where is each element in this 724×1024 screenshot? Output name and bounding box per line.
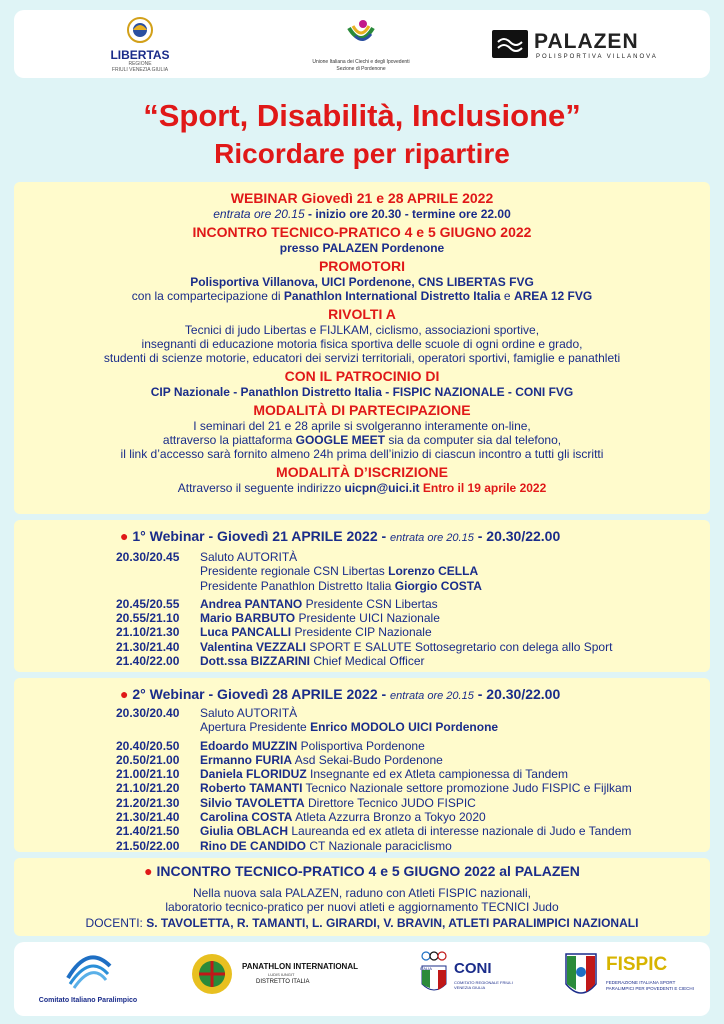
speaker-name: Andrea PANTANO: [200, 596, 303, 611]
modalita-line-3: il link d’accesso sarà fornito almeno 24h prima dell’inizio di ciascun incontro a tutti gli iscritti: [120, 447, 604, 461]
promotori-with: [14, 289, 710, 303]
schedule-row: [116, 720, 700, 734]
libertas-name: LIBERTAS: [110, 48, 170, 62]
incontro-heading: INCONTRO TECNICO-PRATICO 4 e 5 GIUGNO 2022: [192, 224, 532, 240]
schedule-row: [116, 839, 700, 853]
schedule-event: [200, 654, 700, 668]
rivolti-line-3: studenti di scienze motorie, educatori dei servizi territoriali, operatori sportivi, famiglie e panathleti: [103, 351, 621, 365]
incontro-line-1: Nella nuova sala PALAZEN, raduno con Atleti FISPIC nazionali,: [193, 886, 531, 900]
schedule-time: 20.45/20.55: [116, 596, 180, 611]
schedule-row: [116, 564, 700, 578]
webinar-times: [14, 207, 710, 221]
speaker-role: Presidente UICI Nazionale: [295, 611, 440, 626]
speaker-role: Saluto AUTORITÀ: [200, 550, 298, 564]
speaker-name: Giorgio COSTA: [394, 578, 482, 593]
cip-swirl-icon: [60, 948, 116, 992]
promotori-heading: PROMOTORI: [318, 258, 406, 274]
speaker-name: Ermanno FURIA: [200, 752, 293, 767]
speaker-name: Rino DE CANDIDO: [200, 838, 306, 853]
speaker-role: Presidente CSN Libertas: [302, 596, 438, 611]
bullet-icon: ●: [144, 863, 153, 879]
bottom-logo-bar: [14, 942, 710, 1016]
schedule-row: [116, 753, 700, 767]
speaker-role: Chief Medical Officer: [310, 654, 425, 669]
coni-sub: COMITATO REGIONALE FRIULI VENEZIA GIULIA: [454, 980, 513, 990]
panathlon-motto: LUDIS IUNGIT: [268, 972, 295, 977]
page-subtitle: Ricordare per ripartire: [214, 138, 510, 169]
schedule-event: [200, 753, 700, 767]
bullet-icon: ●: [120, 528, 129, 544]
promotori-with-text: con la compartecipazione di: [131, 289, 284, 303]
docenti-list: S. TAVOLETTA, R. TAMANTI, L. GIRARDI, V. BRAVIN, ATLETI PARALIMPICI NAZIONALI: [146, 916, 639, 930]
uici-emblem-icon: [341, 18, 381, 54]
webinar-entry: entrata ore 20.15: [213, 207, 305, 221]
promotori-and: e: [500, 289, 514, 303]
speaker-role: Laureanda ed ex atleta di interesse nazionale di Judo e Tandem: [288, 824, 632, 839]
speaker-role: Direttore Tecnico JUDO FISPIC: [304, 795, 476, 810]
uici-logo: [286, 18, 436, 73]
rivolti-heading: RIVOLTI A: [328, 306, 396, 322]
speaker-name: Lorenzo CELLA: [388, 564, 479, 579]
schedule-row: [116, 640, 700, 654]
modalita-l2a: attraverso la piattaforma: [162, 433, 296, 447]
panathlon-emblem-icon: [190, 952, 234, 996]
cip-logo: [28, 948, 148, 1004]
schedule-time: 21.00/21.10: [116, 767, 180, 782]
fispic-sub: FEDERAZIONE ITALIANA SPORT PARALIMPICI PER IPOVEDENTI E CIECHI: [606, 980, 694, 991]
webinar2-time: - 20.30/22.00: [473, 686, 561, 702]
uici-line2: Sezione di Pordenone: [336, 66, 386, 72]
iscrizione-line: [14, 481, 710, 495]
speaker-name: Edoardo MUZZIN: [200, 738, 298, 753]
schedule-time: 21.20/21.30: [116, 795, 180, 810]
bullet-icon: ●: [120, 686, 129, 702]
palazen-name: PALAZEN: [534, 30, 639, 53]
schedule-time: 21.30/21.40: [116, 810, 180, 825]
schedule-event: [200, 611, 700, 625]
speaker-role: Polisportiva Pordenone: [297, 738, 425, 753]
schedule-event: [200, 781, 700, 795]
uici-line1: Unione Italiana dei Ciechi e degli Ipovedenti: [312, 59, 410, 65]
webinar-heading: WEBINAR Giovedì 21 e 28 APRILE 2022: [230, 190, 494, 206]
schedule-row: [116, 579, 700, 593]
incontro-place: presso PALAZEN Pordenone: [279, 241, 445, 255]
modalita-line-1: I seminari del 21 e 28 aprile si svolgeranno interamente on-line,: [193, 419, 531, 433]
schedule-time: 21.40/21.50: [116, 824, 180, 839]
schedule-row: [116, 810, 700, 824]
schedule-row: [116, 824, 700, 838]
schedule-time: 21.10/21.30: [116, 625, 180, 640]
webinar1-time: - 20.30/22.00: [473, 528, 561, 544]
speaker-name: Giulia OBLACH: [200, 824, 289, 839]
libertas-region: REGIONE: [128, 61, 152, 67]
rivolti-line-1: Tecnici di judo Libertas e FIJLKAM, ciclismo, associazioni sportive,: [184, 323, 540, 337]
schedule-row: [116, 796, 700, 810]
schedule-event: [200, 767, 700, 781]
speaker-role: SPORT E SALUTE Sottosegretario con delega allo Sport: [306, 639, 613, 654]
docenti-line: [14, 916, 710, 930]
fispic-name: FISPIC: [606, 954, 668, 975]
speaker-role: CT Nazionale paraciclismo: [306, 838, 452, 853]
incontro-box-title: INCONTRO TECNICO-PRATICO 4 e 5 GIUGNO 2022 al PALAZEN: [152, 863, 580, 879]
iscrizione-text: Attraverso il seguente indirizzo: [177, 481, 345, 495]
schedule-time: 21.10/21.20: [116, 781, 180, 796]
speaker-name: Valentina VEZZALI: [200, 639, 307, 654]
speaker-name: Dott.ssa BIZZARINI: [200, 654, 311, 669]
modalita-line-2: [14, 433, 710, 447]
schedule-event: [200, 824, 700, 838]
speaker-name: Carolina COSTA: [200, 810, 293, 825]
speaker-role: Atleta Azzurra Bronzo a Tokyo 2020: [292, 810, 486, 825]
webinar-range: - inizio ore 20.30 - termine ore 22.00: [304, 207, 511, 221]
schedule-event: [200, 625, 700, 639]
webinar1-title: 1° Webinar - Giovedì 21 APRILE 2022 -: [132, 528, 391, 544]
iscrizione-deadline: Entro il 19 aprile 2022: [419, 481, 547, 495]
webinar2-title: 2° Webinar - Giovedì 28 APRILE 2022 -: [132, 686, 391, 702]
speaker-name: Roberto TAMANTI: [200, 781, 303, 796]
speaker-name: Enrico MODOLO UICI Pordenone: [310, 720, 499, 735]
webinar2-entry: entrata ore 20.15: [390, 690, 474, 702]
coni-italia: ITALIA: [420, 966, 432, 971]
schedule-row: [116, 611, 700, 625]
schedule-time: 20.40/20.50: [116, 738, 180, 753]
speaker-name: Mario BARBUTO: [200, 611, 296, 626]
promotori-panathlon: Panathlon International Distretto Italia: [283, 289, 501, 303]
speaker-name: Silvio TAVOLETTA: [200, 795, 305, 810]
webinar1-entry: entrata ore 20.15: [390, 532, 474, 544]
libertas-emblem-icon: [120, 16, 160, 44]
incontro-box-heading: [14, 862, 710, 880]
modalita-heading: MODALITÀ DI PARTECIPAZIONE: [253, 402, 471, 418]
schedule-time: 20.30/20.40: [116, 706, 180, 720]
schedule-event: [200, 550, 700, 564]
schedule-time: 20.55/21.10: [116, 611, 180, 626]
schedule-row: [116, 781, 700, 795]
speaker-role: Insegnante ed ex Atleta campionessa di Tandem: [306, 767, 568, 782]
rivolti-line-2: insegnanti di educazione motoria fisica sportiva delle scuole di ogni ordine e grado,: [141, 337, 583, 351]
cip-name: Comitato Italiano Paralimpico: [38, 997, 138, 1004]
promotori-line: Polisportiva Villanova, UICI Pordenone, CNS LIBERTAS FVG: [190, 275, 534, 289]
patrocinio-heading: CON IL PATROCINIO DI: [284, 368, 440, 384]
speaker-role: Saluto AUTORITÀ: [200, 706, 298, 720]
schedule-row: [116, 706, 700, 720]
speaker-role: Presidente Panathlon Distretto Italia: [200, 578, 395, 593]
panathlon-district: DISTRETTO ITALIA: [256, 979, 310, 985]
schedule-row: [116, 550, 700, 564]
webinar1-schedule: [116, 550, 700, 668]
schedule-time: 21.40/22.00: [116, 654, 180, 669]
schedule-event: [200, 706, 700, 720]
schedule-event: [200, 839, 700, 853]
schedule-time: 21.30/21.40: [116, 639, 180, 654]
page-title: “Sport, Disabilità, Inclusione”: [143, 98, 581, 133]
schedule-event: [200, 796, 700, 810]
incontro-line-2: laboratorio tecnico-pratico per nuovi atleti e aggiornamento TECNICI Judo: [165, 900, 559, 914]
schedule-time: [116, 579, 200, 593]
speaker-role: Tecnico Nazionale settore promozione Judo FISPIC e Fijlkam: [302, 781, 632, 796]
schedule-row: [116, 739, 700, 753]
speaker-role: Apertura Presidente: [200, 720, 311, 735]
libertas-fvg: FRIULI VENEZIA GIULIA: [111, 67, 169, 73]
libertas-logo: [100, 16, 180, 73]
webinar1-heading: [120, 528, 560, 544]
speaker-name: Luca PANCALLI: [200, 625, 292, 640]
modalita-l2c: sia da computer sia dal telefono,: [384, 433, 562, 447]
speaker-role: Presidente CIP Nazionale: [291, 625, 432, 640]
speaker-role: Presidente regionale CSN Libertas: [200, 564, 389, 579]
patrocinio-line: CIP Nazionale - Panathlon Distretto Italia - FISPIC NAZIONALE - CONI FVG: [150, 385, 574, 399]
schedule-event: [200, 597, 700, 611]
promotori-area: AREA 12 FVG: [513, 289, 593, 303]
speaker-role: Asd Sekai-Budo Pordenone: [292, 752, 443, 767]
panathlon-name: PANATHLON INTERNATIONAL: [242, 962, 358, 971]
schedule-row: [116, 597, 700, 611]
fispic-shield-icon: [564, 948, 598, 1002]
speaker-name: Daniela FLORIDUZ: [200, 767, 307, 782]
schedule-row: [116, 654, 700, 668]
coni-emblem-icon: [418, 950, 450, 998]
schedule-time: 20.50/21.00: [116, 752, 180, 767]
schedule-time: [116, 720, 200, 734]
incontro-box: [14, 858, 710, 936]
schedule-time: [116, 564, 200, 578]
schedule-event: [200, 720, 700, 734]
iscrizione-heading: MODALITÀ D’ISCRIZIONE: [276, 464, 448, 480]
coni-name: CONI: [454, 960, 492, 977]
schedule-row: [116, 767, 700, 781]
schedule-event: [200, 579, 700, 593]
schedule-time: 20.30/20.45: [116, 550, 180, 564]
webinar2-schedule: [116, 706, 700, 853]
top-logo-bar: [14, 10, 710, 78]
schedule-event: [200, 640, 700, 654]
palazen-sub: POLISPORTIVA VILLANOVA: [536, 54, 658, 60]
palazen-icon: [492, 30, 528, 58]
modalita-google-meet: GOOGLE MEET: [295, 433, 385, 447]
webinar2-heading: [120, 686, 560, 702]
schedule-event: [200, 810, 700, 824]
schedule-time: 21.50/22.00: [116, 838, 180, 853]
docenti-label: DOCENTI:: [85, 916, 147, 930]
iscrizione-email[interactable]: uicpn@uici.it: [344, 481, 420, 495]
schedule-event: [200, 739, 700, 753]
info-box: [14, 182, 710, 514]
webinar2-box: [14, 678, 710, 852]
schedule-row: [116, 625, 700, 639]
webinar1-box: [14, 520, 710, 672]
schedule-event: [200, 564, 700, 578]
